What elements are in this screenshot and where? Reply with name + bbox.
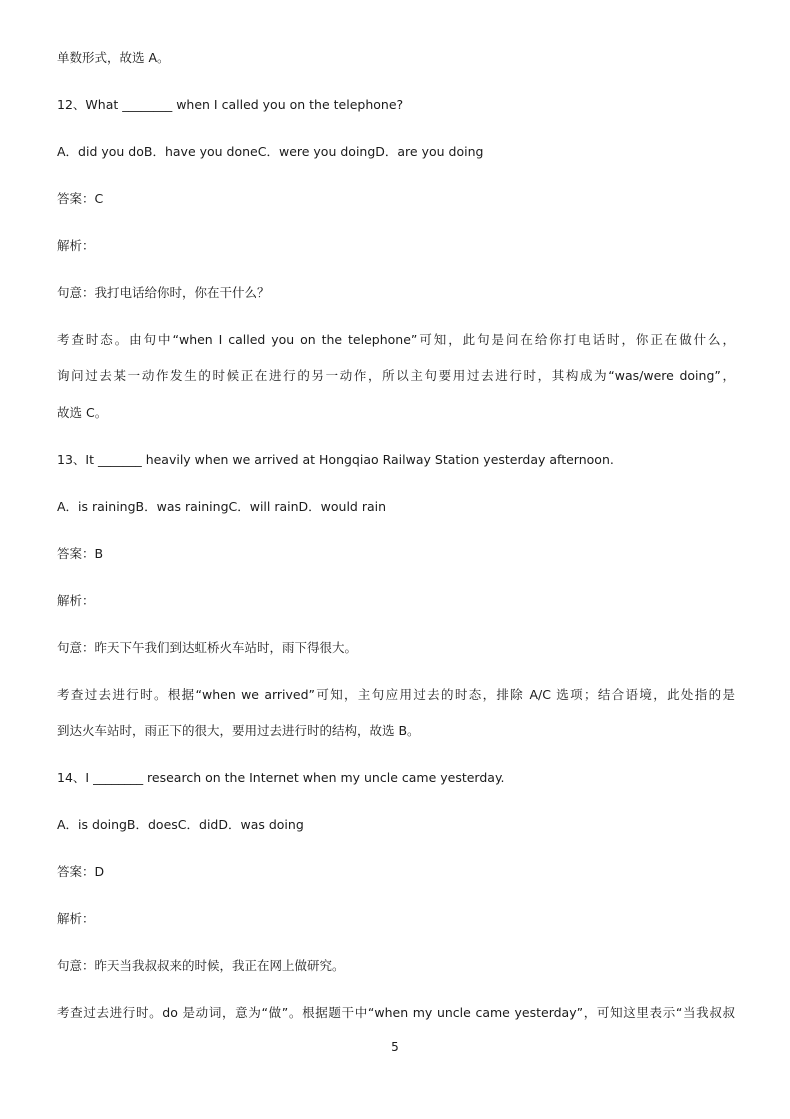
question-12-options: A．did you doB．have you doneC．were you doingD．are you doing — [57, 144, 484, 159]
question-13: 13、It _______ heavily when we arrived at Hongqiao Railway Station yesterday afternoon. — [57, 452, 614, 467]
question-14-options: A．is doingB．doesC．didD．was doing — [57, 817, 304, 832]
question-13-explanation-line-1: 考查过去进行时。根据“when we arrived”可知，主句应用过去的时态，排除 A/C 选项；结合语境，此处指的是 — [57, 687, 735, 702]
question-12-explanation-line-3: 故选 C。 — [57, 405, 108, 420]
question-14-analysis-label: 解析： — [57, 911, 95, 926]
question-14-explanation-line-1: 考查过去进行时。do 是动词，意为“做”。根据题干中“when my uncle came yesterday”，可知这里表示“当我叔叔 — [57, 1005, 735, 1020]
question-13-meaning: 句意：昨天下午我们到达虹桥火车站时，雨下得很大。 — [57, 640, 358, 655]
question-13-explanation-line-2: 到达火车站时，雨正下的很大，要用过去进行时的结构，故选 B。 — [57, 723, 420, 738]
question-12-analysis-label: 解析： — [57, 238, 95, 253]
question-13-options: A．is rainingB．was rainingC．will rainD．would rain — [57, 499, 387, 514]
page-number: 5 — [391, 1040, 399, 1054]
question-14-meaning: 句意：昨天当我叔叔来的时候，我正在网上做研究。 — [57, 958, 345, 973]
question-13-analysis-label: 解析： — [57, 593, 95, 608]
question-12: 12、What ________ when I called you on the telephone? — [57, 97, 404, 112]
question-12-explanation-line-1: 考查时态。由句中“when I called you on the telephone”可知，此句是问在给你打电话时，你正在做什么， — [57, 332, 735, 347]
question-12-answer: 答案：C — [57, 191, 104, 206]
text-line-answer-tail: 单数形式，故选 A。 — [57, 50, 170, 65]
question-12-meaning: 句意：我打电话给你时，你在干什么？ — [57, 285, 270, 300]
question-12-explanation-line-2: 询问过去某一动作发生的时候正在进行的另一动作，所以主句要用过去进行时，其构成为“was/were doing”， — [57, 368, 735, 383]
question-14: 14、I ________ research on the Internet when my uncle came yesterday. — [57, 770, 505, 785]
question-13-answer: 答案：B — [57, 546, 104, 561]
question-14-answer: 答案：D — [57, 864, 105, 879]
